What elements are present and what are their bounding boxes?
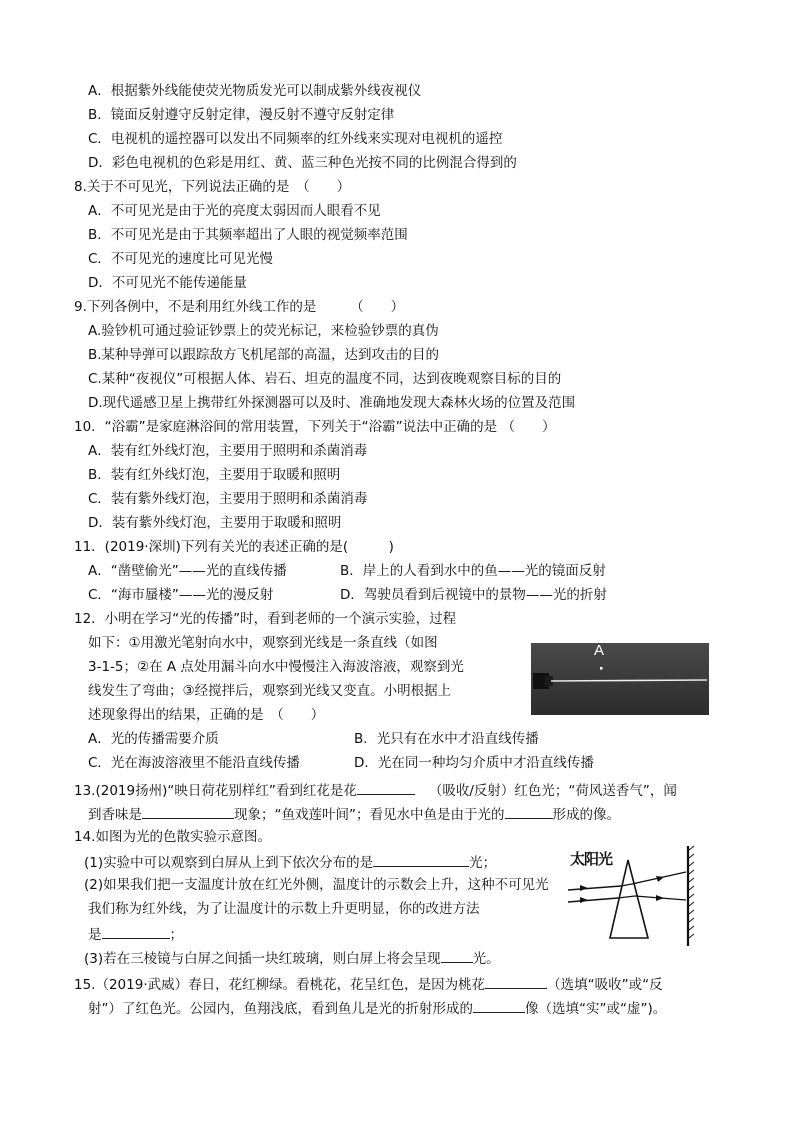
q8-option-b: B．不可见光是由于其频率超出了人眼的视觉频率范围 [88,227,408,243]
q10-option-d: D．装有紫外线灯泡，主要用于取暖和照明 [88,515,342,531]
q14-blank-2[interactable] [102,924,170,939]
q14-sub2-end: ； [169,927,183,943]
q8-stem: 8.关于不可见光，下列说法正确的是 （ ） [74,179,351,195]
q7-option-c: C．电视机的遥控器可以发出不同频率的红外线来实现对电视机的遥控 [88,131,503,147]
q15-line2 [88,998,666,1018]
q8-option-a: A．不可见光是由于光的亮度太弱因而人眼看不见 [88,203,381,219]
laser-experiment-photo [531,643,709,715]
q14-sub3-text: (3)若在三棱镜与白屏之间插一块红玻璃，则白屏上将会呈现 [84,951,441,967]
q13-text-5: 形成的像。 [552,807,620,823]
figure-point-a-label: A [594,643,605,659]
q13-blank-2[interactable] [142,804,234,819]
q15-text-4: 像（选填“实”或“虚”)。 [525,1001,667,1017]
q10-option-a: A．装有红外线灯泡，主要用于照明和杀菌消毒 [88,443,368,459]
q12-stem-line1: 12．小明在学习“光的传播”时，看到老师的一个演示实验，过程 [74,611,457,627]
q9-option-d: D.现代遥感卫星上携带红外探测器可以及时、准确地发现大森林火场的位置及范围 [88,395,576,411]
q14-sub2-text: 是 [88,927,102,943]
q9-option-a: A.验钞机可通过验证钞票上的荧光标记，来检验钞票的真伪 [88,323,439,339]
q12-stem-line2: 如下：①用激光笔射向水中，观察到光线是一条直线（如图 [88,635,438,651]
q9-option-c: C.某种“夜视仪”可根据人体、岩石、坦克的温度不同，达到夜晚观察目标的目的 [88,371,562,387]
q13-blank-3[interactable] [505,804,553,819]
q10-option-b: B．装有红外线灯泡，主要用于取暖和照明 [88,467,341,483]
sunlight-label: 太阳光 [570,850,613,868]
q7-option-a: A．根据紫外线能使荧光物质发光可以制成紫外线夜视仪 [88,83,422,99]
q13-text-3: 到香味是 [88,807,142,823]
laser-beam-figure [531,643,709,715]
q13-blank-1[interactable] [357,780,415,795]
q14-sub1-text: (1)实验中可以观察到白屏从上到下依次分布的是 [84,855,374,871]
q8-option-d: D．不可见光不能传递能量 [88,275,247,291]
q14-stem: 14.如图为光的色散实验示意图。 [74,829,271,845]
q15-blank-2[interactable] [473,998,525,1013]
q12-option-a: A．光的传播需要介质 [88,731,219,747]
q11-option-d: D．驾驶员看到后视镜中的景物——光的折射 [340,587,607,603]
q14-sub3-end: 光。 [472,951,500,967]
q13-text-4: 现象；“鱼戏莲叶间”；看见水中鱼是由于光的 [234,807,505,823]
q15-text-2: （选填“吸收”或“反 [547,977,663,993]
q12-option-c: C．光在海波溶液里不能沿直线传播 [88,755,300,771]
q14-blank-1[interactable] [373,852,469,867]
q15-blank-1[interactable] [485,974,547,989]
q10-stem: 10．“浴霸”是家庭淋浴间的常用装置，下列关于“浴霸”说法中正确的是 （ ） [74,419,556,435]
q15-line1 [74,974,663,994]
q14-blank-3[interactable] [441,948,473,963]
q15-text-3: 射”）了红色光。公园内，鱼翔浅底，看到鱼儿是光的折射形成的 [88,1001,473,1017]
q11-stem: 11．(2019·深圳)下列有关光的表述正确的是( ) [74,539,394,555]
q7-option-d: D．彩色电视机的色彩是用红、黄、蓝三种色光按不同的比例混合得到的 [88,155,517,171]
q12-stem-line4: 线发生了弯曲；③经搅拌后，观察到光线又变直。小明根据上 [88,683,452,699]
q13-text-1: 13.(2019扬州)“映日荷花别样红”看到红花是花 [74,783,357,799]
prism-dispersion-figure [566,838,696,950]
q14-sub2-line3 [88,924,183,944]
q12-stem-line3: 3-1-5；②在 A 点处用漏斗向水中慢慢注入海波溶液，观察到光 [88,659,464,675]
q10-option-c: C．装有紫外线灯泡，主要用于照明和杀菌消毒 [88,491,368,507]
q13-text-2: （吸收/反射）红色光；“荷风送香气”，闻 [428,783,677,799]
q14-sub1 [84,852,496,872]
q12-stem-line5: 述现象得出的结果，正确的是 （ ） [88,707,325,723]
q8-option-c: C．不可见光的速度比可见光慢 [88,251,273,267]
q13-line2 [88,804,620,824]
q9-stem: 9.下列各例中，不是利用红外线工作的是 （ ） [74,299,405,315]
q13-line1 [74,780,677,800]
q12-option-b: B．光只有在水中才沿直线传播 [354,731,539,747]
q11-option-b: B．岸上的人看到水中的鱼——光的镜面反射 [340,563,606,579]
q11-option-a: A．“凿壁偷光”——光的直线传播 [88,563,287,579]
q12-option-d: D．光在同一种均匀介质中才沿直线传播 [354,755,594,771]
q7-option-b: B．镜面反射遵守反射定律，漫反射不遵守反射定律 [88,107,395,123]
q14-sub2-line1: (2)如果我们把一支温度计放在红光外侧，温度计的示数会上升，这种不可见光 [84,877,549,893]
q14-sub3 [84,948,500,968]
q14-sub2-line2: 我们称为红外线，为了让温度计的示数上升更明显，你的改进方法 [88,901,480,917]
q14-sub1-end: 光； [469,855,497,871]
q15-text-1: 15.（2019·武威）春日，花红柳绿。看桃花，花呈红色，是因为桃花 [74,977,486,993]
q9-option-b: B.某种导弹可以跟踪敌方飞机尾部的高温，达到攻击的目的 [88,347,440,363]
q11-option-c: C．“海市蜃楼”——光的漫反射 [88,587,274,603]
